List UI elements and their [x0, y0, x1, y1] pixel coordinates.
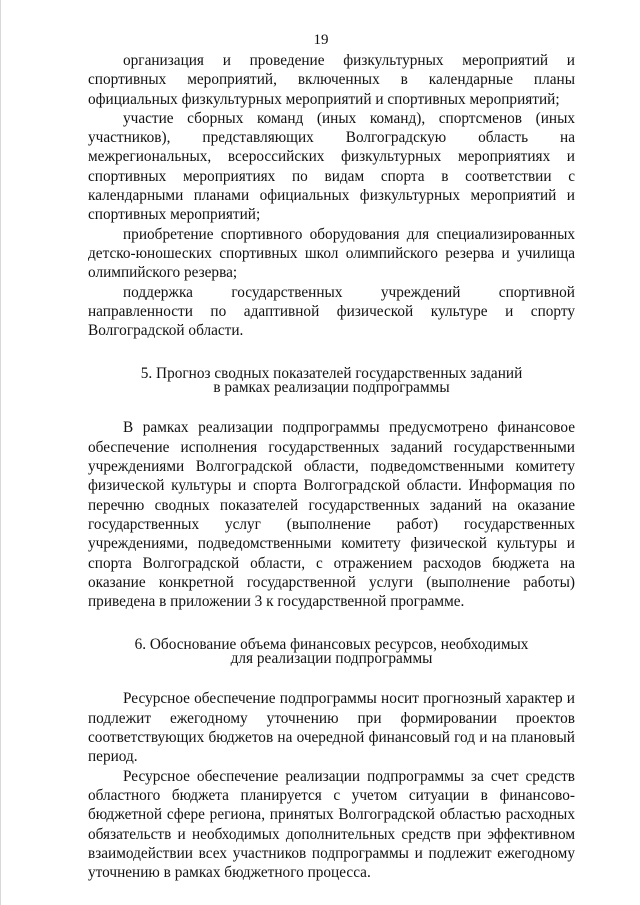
section-5-heading-line-1: 5. Прогноз сводных показателей государственных заданий	[140, 365, 523, 383]
section-6-heading-line-1: 6. Обоснование объема финансовых ресурсов, необходимых	[134, 636, 529, 654]
section-6-paragraph: Ресурсное обеспечение реализации подпрограммы за счет средств областного бюджета планируется с учетом ситуации в финансово-бюджетной сфере региона, принятых Волгоградской областью расходных обязательств и необходимых дополнительных средств при эффективном взаимодействии всех участников подпрограммы и подлежит ежегодному уточнению в рамках бюджетного процесса.	[88, 767, 575, 882]
intro-paragraph: приобретение спортивного оборудования для специализированных детско-юношеских спортивных школ олимпийского резерва и училища олимпийского резерва;	[88, 225, 575, 282]
section-6-heading-line-2: для реализации подпрограммы	[230, 650, 433, 668]
page-content	[88, 51, 575, 882]
intro-paragraph: организация и проведение физкультурных мероприятий и спортивных мероприятий, включенных в календарные планы официальных физкультурных мероприятий и спортивных мероприятий;	[88, 52, 575, 108]
intro-paragraph: участие сборных команд (иных команд), спортсменов (иных участников), представляющих Волгоградскую область на межрегиональных, всероссийских физкультурных мероприятиях и спортивных мероприятиях по видам спорта в соответствии с календарными планами официальных физкультурных мероприятий и спортивных мероприятий;	[88, 109, 575, 224]
section-5-paragraph: В рамках реализации подпрограммы предусмотрено финансовое обеспечение исполнения государственных заданий государственными учреждениями Волгоградской области, подведомственными комитету физической культуры и спорта Волгоградской области. Информация по перечню сводных показателей государственных заданий на оказание государственных услуг (выполнение работ) государственных учреждениями, подведомственными комитету физической культуры и спорта Волгоградской области, с отражением расходов бюджета на оказание конкретной государственной услуги (выполнение работы) приведена в приложении 3 к государственной программе.	[88, 419, 575, 611]
section-5-heading	[88, 367, 575, 395]
section-5-heading-line-2: в рамках реализации подпрограммы	[213, 379, 450, 397]
section-6-heading	[88, 638, 575, 666]
section-6-paragraph: Ресурсное обеспечение подпрограммы носит прогнозный характер и подлежит ежегодному уточнению при формировании проектов соответствующих бюджетов на очередной финансовый год и на плановый период.	[88, 690, 575, 766]
page-number: 19	[313, 32, 329, 48]
intro-paragraph: поддержка государственных учреждений спортивной направленности по адаптивной физической культуре и спорту Волгоградской области.	[88, 283, 575, 340]
